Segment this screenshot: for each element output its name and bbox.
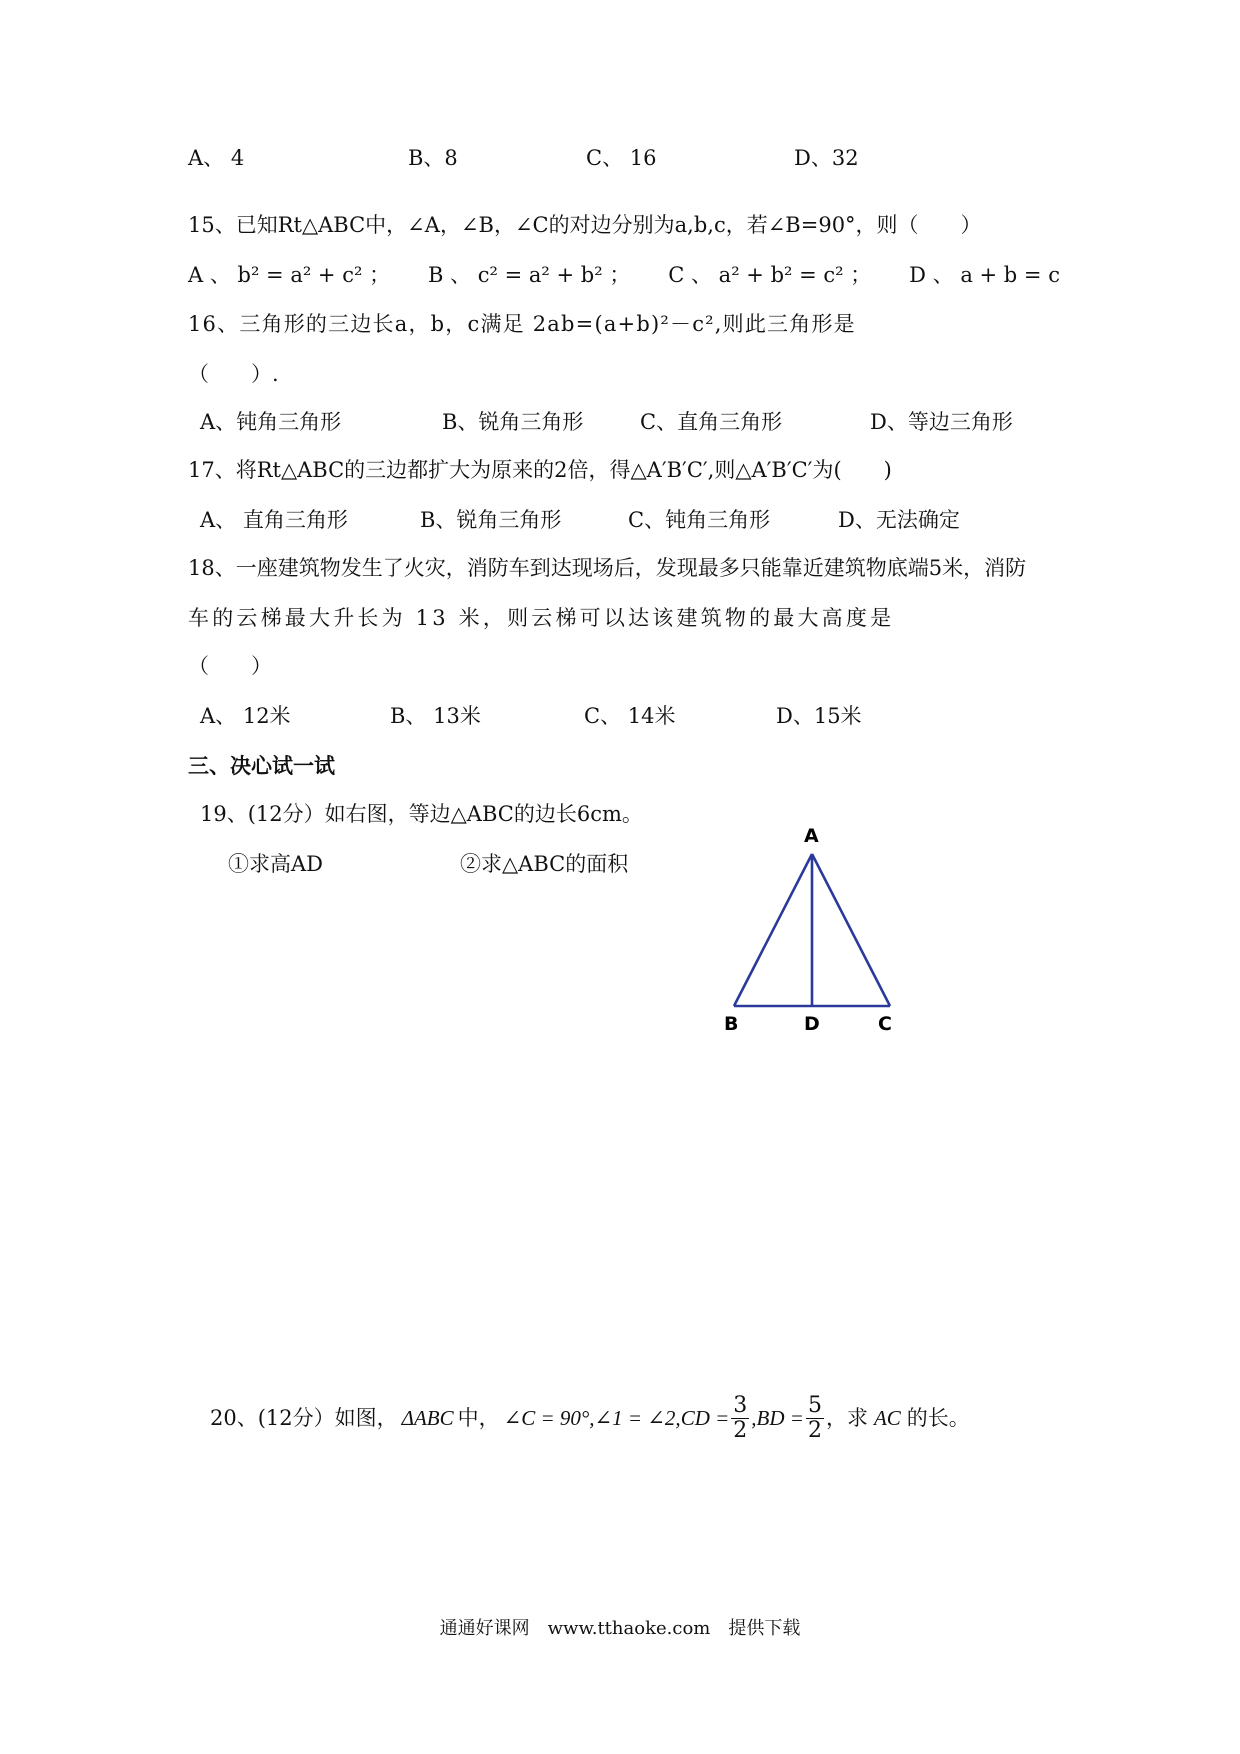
page-footer: 通通好课网 www.tthaoke.com 提供下载 — [439, 1618, 801, 1639]
q20-ask-suffix: 的长。 — [906, 1406, 970, 1430]
q20-mid: 中， — [457, 1406, 500, 1430]
q14-option-a: A、 4 — [188, 146, 245, 170]
vertex-label-b: B — [724, 1013, 739, 1035]
q19-part2: ②求△ABC的面积 — [460, 852, 629, 876]
q20-stem — [210, 1390, 970, 1446]
q18-option-a: A、 12米 — [200, 704, 291, 728]
q15-option-a: A 、 b² = a² + c² ； — [188, 263, 391, 287]
q20-conditions: ∠C = 90°,∠1 = ∠2, — [503, 1406, 681, 1430]
q16-stem-continued: （ ）. — [188, 362, 279, 386]
q16-option-d: D、等边三角形 — [870, 410, 1013, 434]
vertex-label-d: D — [804, 1013, 820, 1035]
q15-option-c: C 、 a² + b² = c² ； — [668, 263, 872, 287]
q17-option-d: D、无法确定 — [838, 508, 960, 532]
q18-stem: 18、一座建筑物发生了火灾，消防车到达现场后，发现最多只能靠近建筑物底端5米，消防 — [188, 556, 1027, 580]
vertex-label-a: A — [804, 825, 819, 847]
section-heading: 三、决心试一试 — [188, 754, 335, 778]
q20-bd-denominator: 2 — [807, 1417, 822, 1443]
q20-cd: CD = — [680, 1406, 730, 1430]
q15-options — [188, 261, 1060, 289]
q18-stem-continued: 车的云梯最大升长为 13 米，则云梯可以达该建筑物的最大高度是 — [188, 606, 895, 630]
q16-option-a: A、钝角三角形 — [200, 410, 342, 434]
q15-option-d: D 、 a + b = c — [909, 263, 1060, 287]
q20-prefix: 20、(12分）如图， — [210, 1406, 398, 1430]
q20-cd-fraction — [731, 1394, 749, 1443]
q15-option-b: B 、 c² = a² + b² ； — [428, 263, 631, 287]
side-ac — [812, 854, 890, 1006]
q17-option-a: A、 直角三角形 — [200, 508, 348, 532]
q20-bd-fraction — [806, 1394, 824, 1443]
q20-bd-numerator: 5 — [807, 1392, 822, 1418]
q17-stem: 17、将Rt△ABC的三边都扩大为原来的2倍，得△A′B′C′,则△A′B′C′为( ) — [188, 458, 892, 482]
q17-option-c: C、钝角三角形 — [628, 508, 771, 532]
q19-stem: 19、(12分）如右图，等边△ABC的边长6cm。 — [200, 802, 643, 826]
q16-option-c: C、直角三角形 — [640, 410, 783, 434]
q17-option-b: B、锐角三角形 — [420, 508, 562, 532]
vertex-label-c: C — [878, 1013, 892, 1035]
q16-option-b: B、锐角三角形 — [442, 410, 584, 434]
q18-stem-paren: （ ） — [188, 654, 272, 678]
q20-ask-prefix: ，求 — [825, 1406, 868, 1430]
q18-option-c: C、 14米 — [584, 704, 676, 728]
side-ab — [734, 854, 812, 1006]
q16-stem: 16、三角形的三边长a，b，c满足 2ab=(a+b)²－c²,则此三角形是 — [188, 312, 856, 336]
q20-cd-denominator: 2 — [733, 1417, 748, 1443]
q20-bd: ,BD = — [751, 1406, 804, 1430]
q15-stem: 15、已知Rt△ABC中，∠A，∠B，∠C的对边分别为a,b,c，若∠B=90°，则（ ） — [188, 213, 982, 237]
q14-option-c: C、 16 — [586, 146, 657, 170]
q19-part1: ①求高AD — [228, 852, 324, 876]
q18-option-d: D、15米 — [776, 704, 862, 728]
q20-cd-numerator: 3 — [733, 1392, 748, 1418]
equilateral-triangle-figure — [700, 820, 930, 1040]
q20-triangle: ΔABC — [401, 1406, 454, 1430]
q14-option-d: D、32 — [794, 146, 859, 170]
q20-ac: AC — [873, 1406, 901, 1430]
q14-option-b: B、8 — [408, 146, 458, 170]
q18-option-b: B、 13米 — [390, 704, 481, 728]
